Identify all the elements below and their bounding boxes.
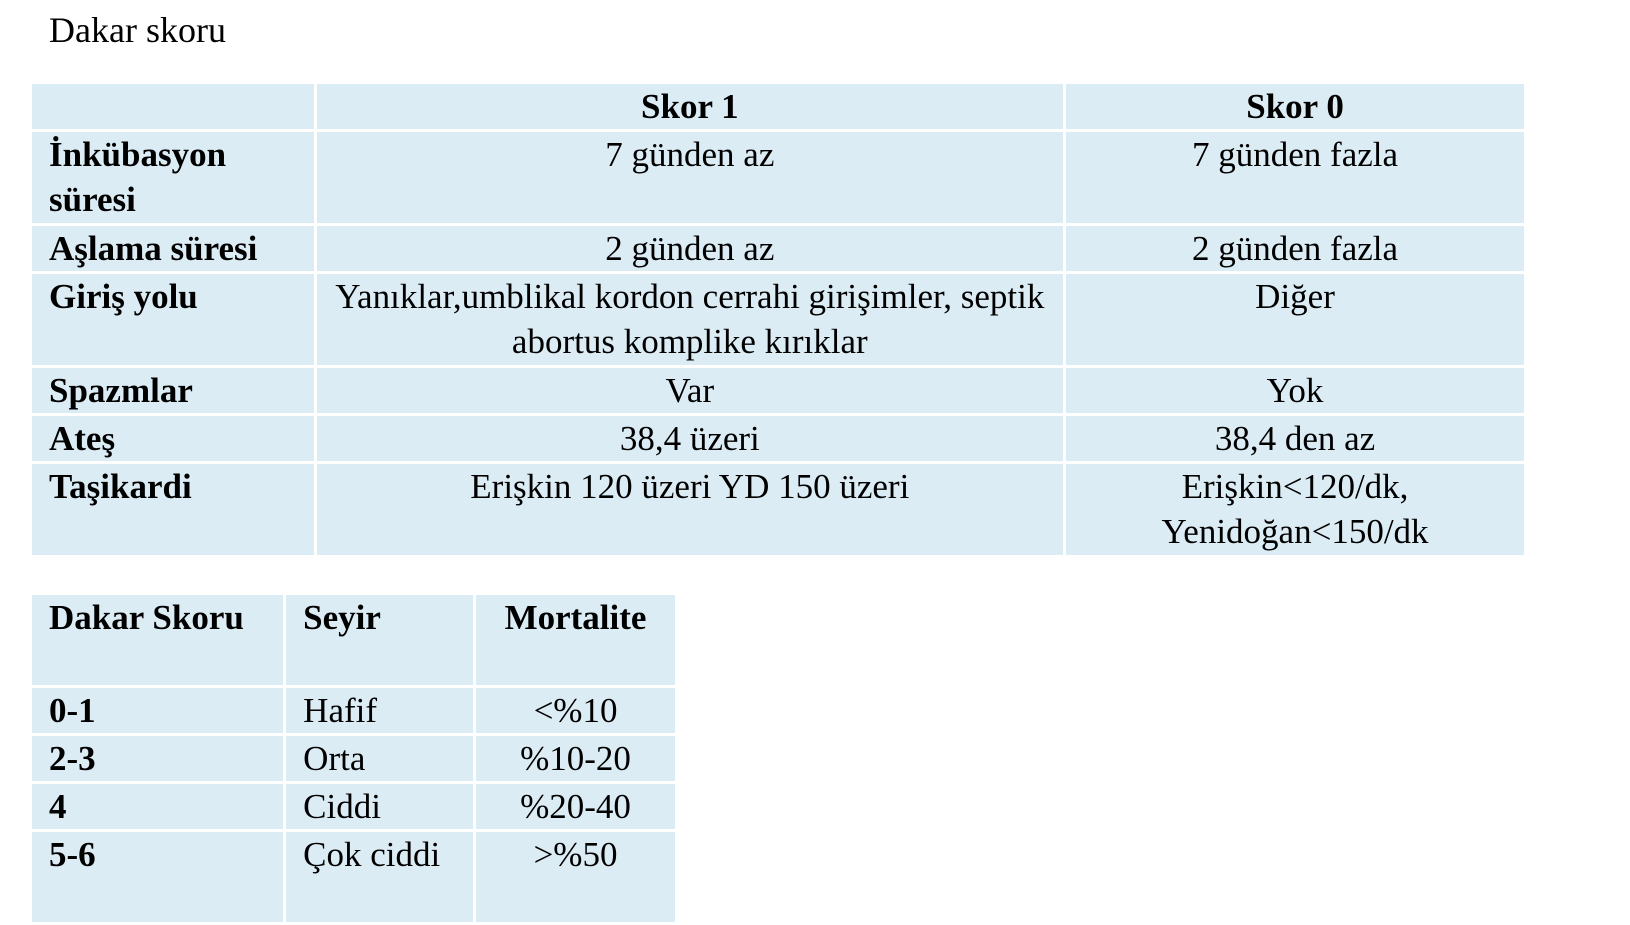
header-cell-dakar-score: Dakar Skoru — [31, 594, 285, 687]
score-range-cell: 0-1 — [31, 687, 285, 735]
row-label: Spazmlar — [31, 367, 316, 415]
score-0-cell: Diğer — [1065, 273, 1526, 367]
score-1-cell: Yanıklar,umblikal kordon cerrahi girişimler, septik abortus komplike kırıklar — [315, 273, 1065, 367]
row-label: Ateş — [31, 415, 316, 463]
score-1-cell: 38,4 üzeri — [315, 415, 1065, 463]
page-title: Dakar skoru — [49, 10, 226, 50]
score-range-cell: 5-6 — [31, 831, 285, 924]
table-row — [31, 415, 1526, 463]
score-1-cell: Var — [315, 367, 1065, 415]
table-row — [31, 687, 677, 735]
table-row — [31, 831, 677, 924]
mortality-table — [29, 592, 678, 925]
score-0-cell: Yok — [1065, 367, 1526, 415]
score-range-cell: 4 — [31, 783, 285, 831]
score-1-cell: Erişkin 120 üzeri YD 150 üzeri — [315, 463, 1065, 557]
header-cell-course: Seyir — [285, 594, 475, 687]
table-row — [31, 367, 1526, 415]
header-cell-mortality: Mortalite — [475, 594, 677, 687]
table-header-row — [31, 594, 677, 687]
table-row — [31, 735, 677, 783]
score-1-cell: 2 günden az — [315, 225, 1065, 273]
row-label: İnkübasyon süresi — [31, 131, 316, 225]
table-row — [31, 273, 1526, 367]
table-row — [31, 783, 677, 831]
table-row — [31, 463, 1526, 557]
mortality-cell: %20-40 — [475, 783, 677, 831]
row-label: Aşlama süresi — [31, 225, 316, 273]
course-cell: Orta — [285, 735, 475, 783]
score-1-cell: 7 günden az — [315, 131, 1065, 225]
score-0-cell: Erişkin<120/dk, Yenidoğan<150/dk — [1065, 463, 1526, 557]
row-label: Taşikardi — [31, 463, 316, 557]
course-cell: Ciddi — [285, 783, 475, 831]
header-cell-criterion — [31, 83, 316, 131]
table-row — [31, 131, 1526, 225]
mortality-cell: %10-20 — [475, 735, 677, 783]
mortality-cell: <%10 — [475, 687, 677, 735]
course-cell: Çok ciddi — [285, 831, 475, 924]
score-0-cell: 2 günden fazla — [1065, 225, 1526, 273]
score-range-cell: 2-3 — [31, 735, 285, 783]
dakar-score-table — [29, 81, 1527, 558]
score-0-cell: 38,4 den az — [1065, 415, 1526, 463]
table-header-row — [31, 83, 1526, 131]
row-label: Giriş yolu — [31, 273, 316, 367]
header-cell-score-0: Skor 0 — [1065, 83, 1526, 131]
header-cell-score-1: Skor 1 — [315, 83, 1065, 131]
course-cell: Hafif — [285, 687, 475, 735]
mortality-cell: >%50 — [475, 831, 677, 924]
table-row — [31, 225, 1526, 273]
score-0-cell: 7 günden fazla — [1065, 131, 1526, 225]
